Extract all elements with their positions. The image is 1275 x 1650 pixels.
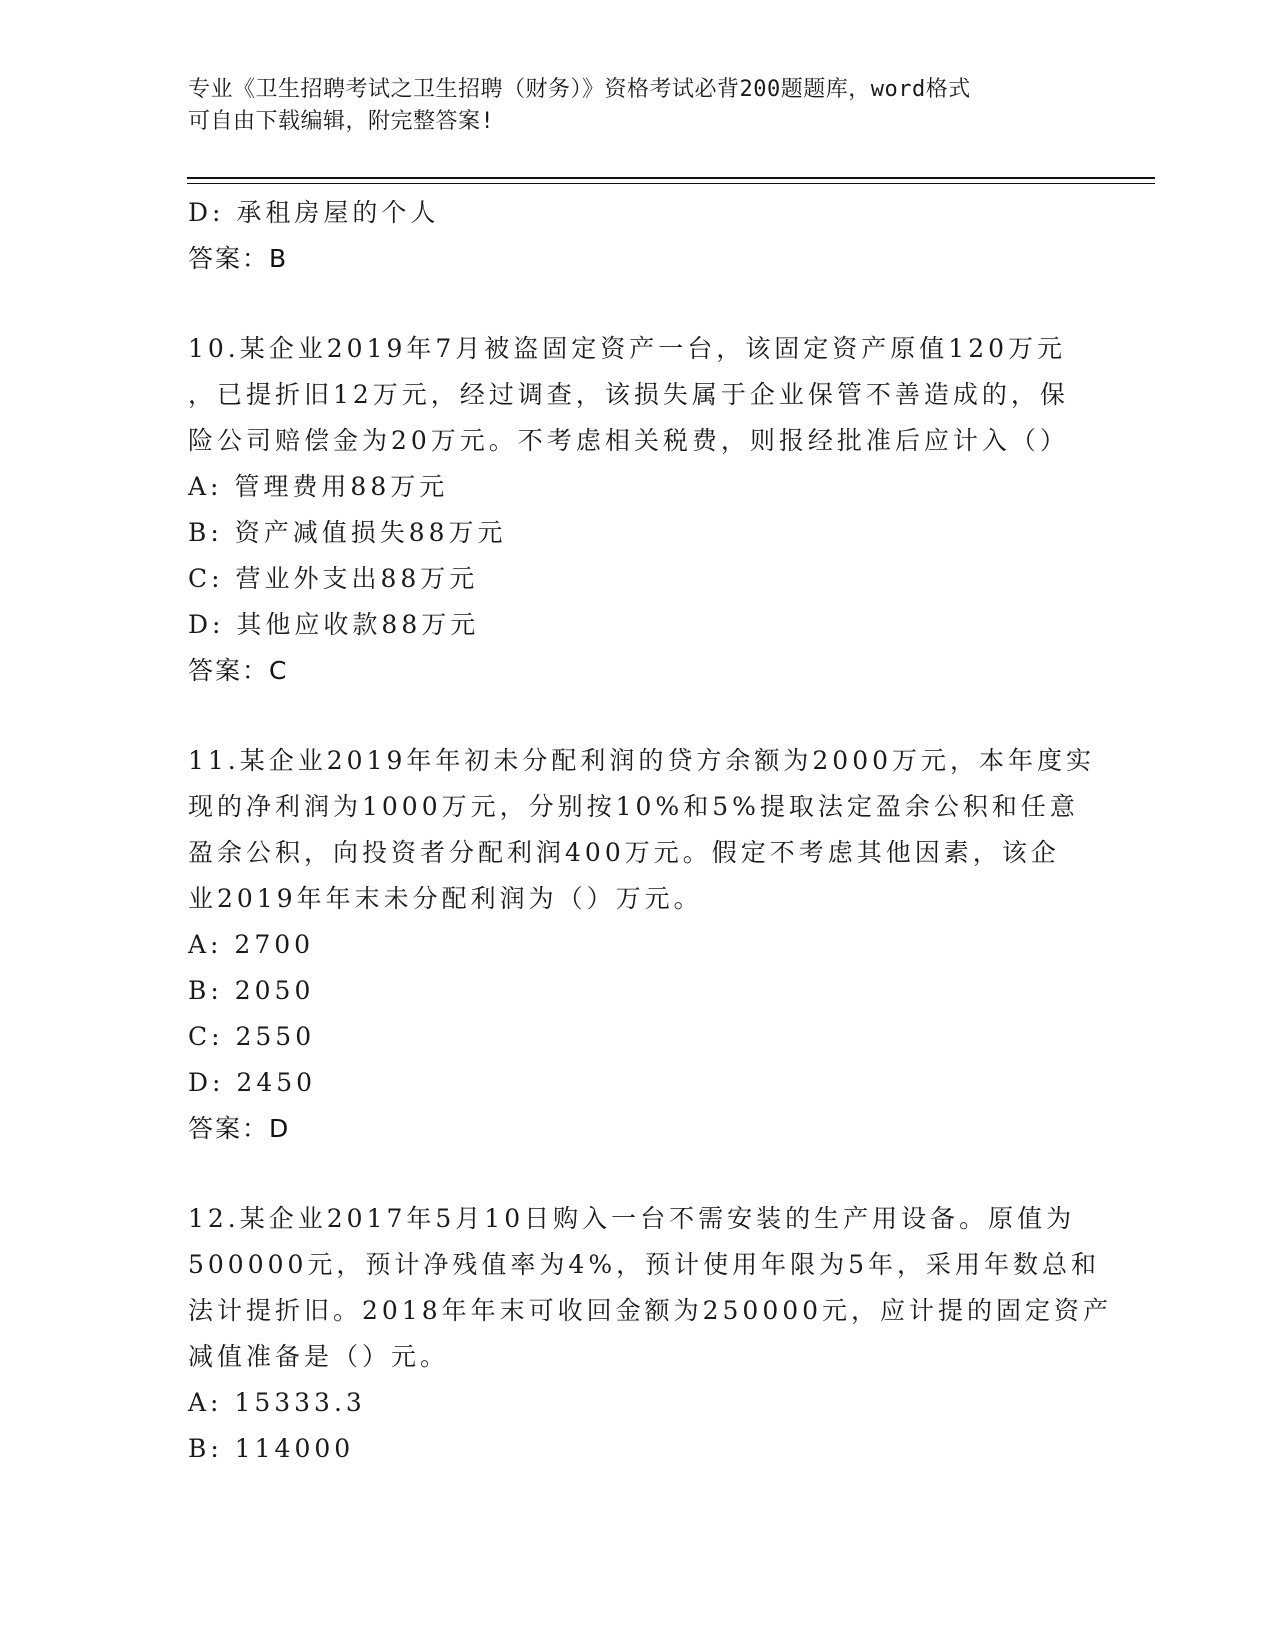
option-b: B: 2050 xyxy=(188,976,315,1005)
header-divider-thick xyxy=(187,177,1155,179)
header-line-2: 可自由下载编辑，附完整答案! xyxy=(188,109,495,134)
question-12 xyxy=(188,1196,1113,1472)
option-a: A: 管理费用88万元 xyxy=(188,472,449,501)
question-stem-line: 减值准备是（）元。 xyxy=(188,1342,450,1371)
question-11 xyxy=(188,738,1096,1152)
question-stem-line: 现的净利润为1000万元，分别按10%和5%提取法定盈余公积和任意 xyxy=(188,792,1079,821)
option-d: D: 其他应收款88万元 xyxy=(188,610,480,639)
option-b: B: 资产减值损失88万元 xyxy=(188,518,507,547)
spacer xyxy=(188,282,1088,326)
question-stem-line: 险公司赔偿金为20万元。不考虑相关税费，则报经批准后应计入（） xyxy=(188,426,1069,455)
option-d: D: 2450 xyxy=(188,1068,317,1097)
header-line-1: 专业《卫生招聘考试之卫生招聘（财务）》资格考试必背200题题库，word格式 xyxy=(188,77,971,102)
option-c: C: 2550 xyxy=(188,1022,316,1051)
question-stem-line: 业2019年年末未分配利润为（）万元。 xyxy=(188,884,703,913)
document-body xyxy=(188,190,1113,1472)
option-c: C: 营业外支出88万元 xyxy=(188,564,479,593)
question-stem-line: 11.某企业2019年年初未分配利润的贷方余额为2000万元，本年度实 xyxy=(188,746,1096,775)
question-10 xyxy=(188,326,1088,694)
header-divider-thin xyxy=(187,183,1155,184)
question-stem-line: 500000元，预计净残值率为4%，预计使用年限为5年，采用年数总和 xyxy=(188,1250,1101,1279)
question-stem-line: 盈余公积，向投资者分配利润400万元。假定不考虑其他因素，该企 xyxy=(188,838,1060,867)
previous-question-tail xyxy=(188,190,1088,282)
answer-line: 答案：D xyxy=(188,1114,291,1143)
question-stem-line: 12.某企业2017年5月10日购入一台不需安装的生产用设备。原值为 xyxy=(188,1204,1076,1233)
spacer xyxy=(188,694,1088,738)
question-stem-line: ，已提折旧12万元，经过调查，该损失属于企业保管不善造成的，保 xyxy=(188,380,1069,409)
document-header xyxy=(188,74,1068,138)
answer-line: 答案：B xyxy=(188,244,289,273)
question-stem-line: 法计提折旧。2018年年末可收回金额为250000元，应计提的固定资产 xyxy=(188,1296,1113,1325)
option-a: A: 2700 xyxy=(188,930,315,959)
question-stem-line: 10.某企业2019年7月被盗固定资产一台，该固定资产原值120万元 xyxy=(188,334,1067,363)
answer-line: 答案：C xyxy=(188,656,289,685)
option-a: A: 15333.3 xyxy=(188,1388,366,1417)
spacer xyxy=(188,1152,1088,1196)
option-d: D: 承租房屋的个人 xyxy=(188,198,440,227)
option-b: B: 114000 xyxy=(188,1434,355,1463)
